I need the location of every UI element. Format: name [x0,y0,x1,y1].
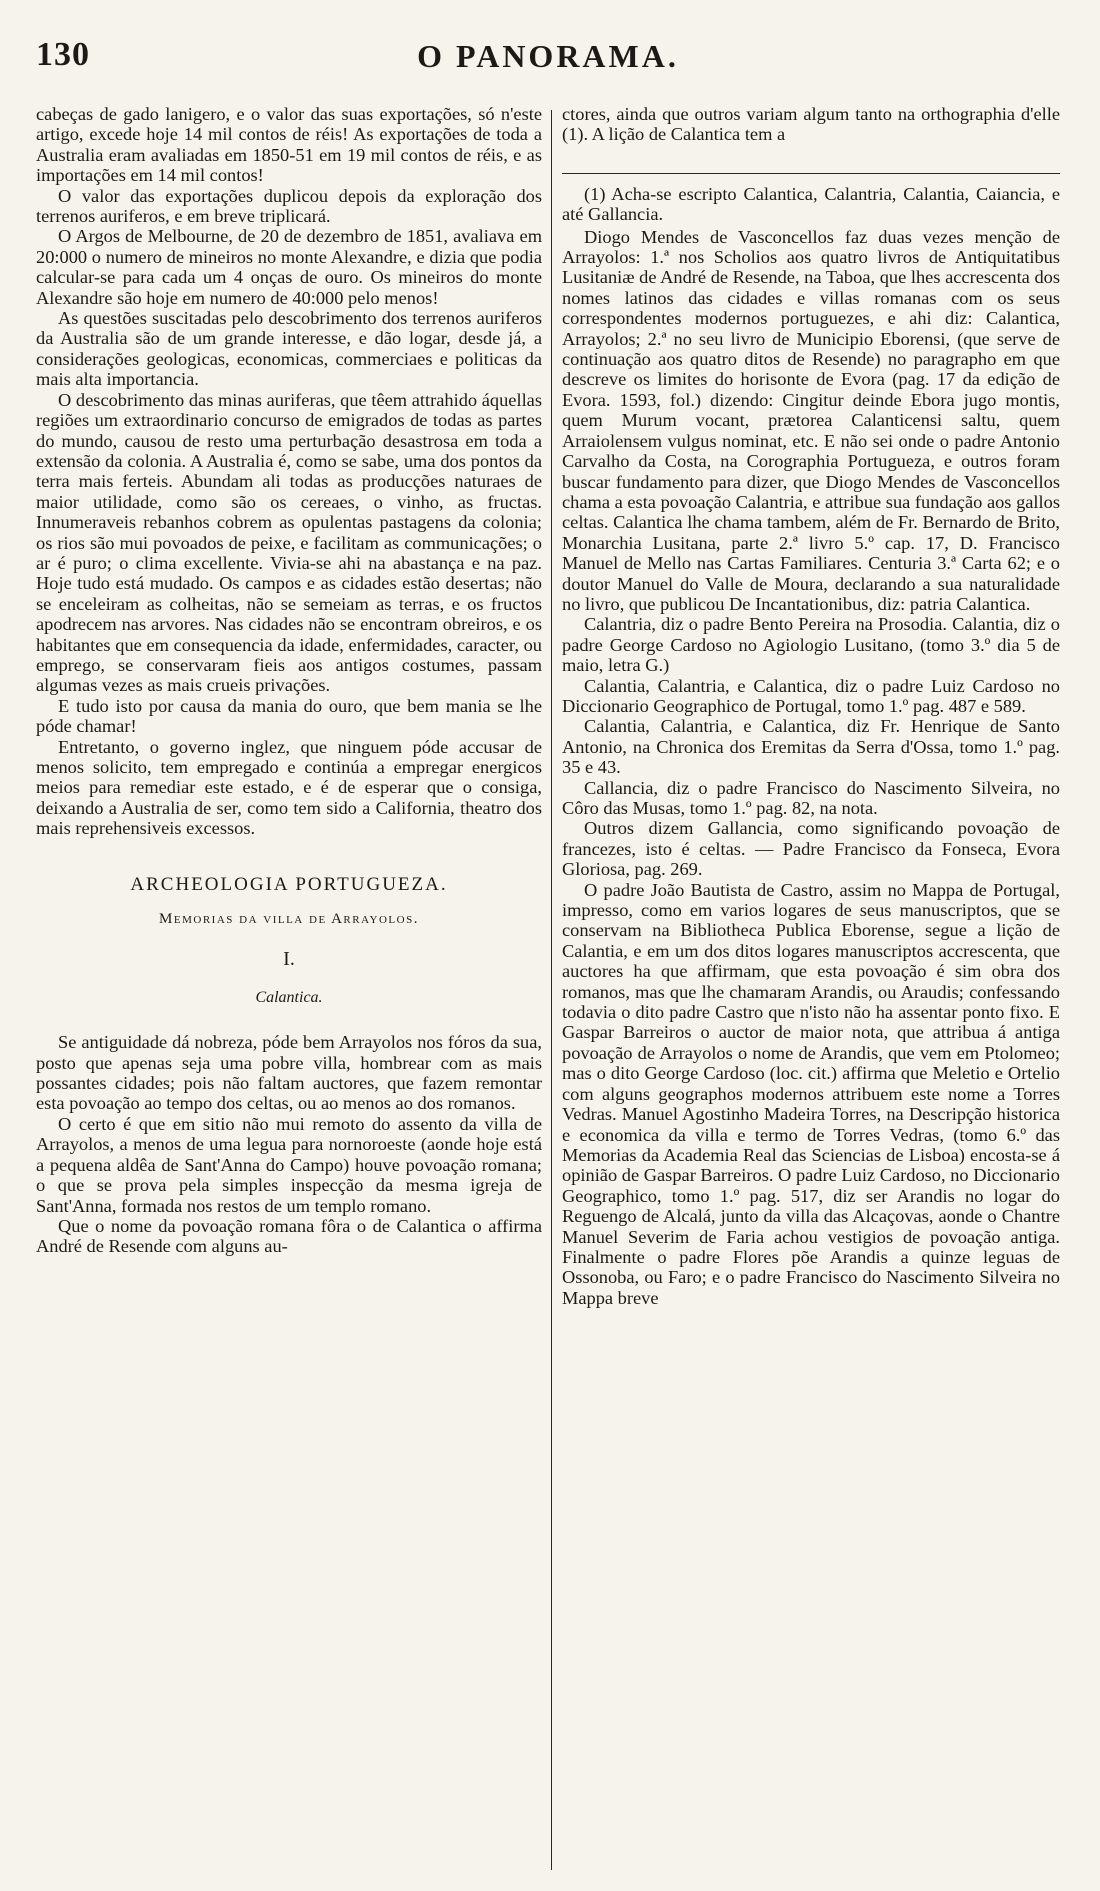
paragraph: O padre João Bautista de Castro, assim no Mappa de Portugal, impresso, como em varios logares de seus manuscriptos, que se conservam na Bibliotheca Publica Eborense, segue a lição de Calantia, e em um dos ditos logares manuscriptos accrescenta, que auctores ha que affirmam, que esta povoação é sim obra dos romanos, mas que lhe chamaram Arandis, ou Araudis; confessando todavia o dito padre Castro que n'isto não ha assentar ponto fixo. E Gaspar Barreiros o auctor de maior nota, que attribua á antiga povoação de Arrayolos o nome de Arandis, que vem em Ptolomeo; mas o dito George Cardoso (loc. cit.) affirma que Meletio e Ortelio com alguns geographos modernos attribuem este nome a Torres Vedras. Manuel Agostinho Madeira Torres, na Descripção historica e economica da villa e termo de Torres Vedras, (tomo 6.º das Memorias da Academia Real das Sciencias de Lisboa) encosta-se á opinião de Gaspar Barreiros. O padre Luiz Cardoso, no Diccionario Geographico, tomo 1.º pag. 517, diz ser Arandis no logar do Reguengo de Alcalá, junto da villa das Alcaçovas, aonde o Chantre Manuel Severim de Faria achou vestigios de povoação antiga. Finalmente o padre Flores põe Arandis a quinze leguas de Ossonoba, ou Faro; e o padre Francisco do Nascimento Silveira no Mappa breve [562,879,1060,1308]
paragraph: Diogo Mendes de Vasconcellos faz duas vezes menção de Arrayolos: 1.ª nos Scholios aos quatro livros de Antiquitatibus Lusitaniæ de André de Resende, na Taboa, que lhes accrescenta dos nomes latinos das cidades e villas romanas com os seus correspondentes modernos portuguezes, e ahi diz: Calantica, Arrayolos; 2.ª no seu livro de Municipio Eborensi, (que serve de continuação aos quatro ditos de Resende) no paragrapho em que descreve os limites do horisonte de Evora (pag. 17 da edição de Evora. 1593, fol.) dizendo: Cingitur deinde Ebora jugo montis, quem Murum vocant, prætorea Calanticensi saltu, quem Arraiolensem vulgus nominat, etc. E não sei onde o padre Antonio Carvalho da Costa, na Corographia Portugueza, e outros foram buscar fundamento para dizer, que Diogo Mendes de Vasconcellos chama a esta povoação Calantria, e attribue sua fundação aos gallos celtas. Calantica lhe chama tambem, além de Fr. Bernardo de Brito, Monarchia Lusitana, parte 2.ª livro 5.º cap. 17, D. Francisco Manuel de Mello nas Cartas Familiares. Centuria 3.ª Carta 62; e o doutor Manuel do Valle de Moura, declarando a sua naturalidade no livro, que publicou De Incantationibus, diz: patria Calantica. [562,226,1060,614]
paragraph: O valor das exportações duplicou depois da exploração dos terrenos auriferos, e em breve triplicará. [36,185,542,227]
paragraph: Calantia, Calantria, e Calantica, diz o padre Luiz Cardoso no Diccionario Geographico de Portugal, tomo 1.º pag. 487 e 589. [562,675,1060,716]
paragraph: Que o nome da povoação romana fôra o de Calantica o affirma André de Resende com alguns au- [36,1215,542,1257]
right-column [562,104,1060,1308]
page-number: 130 [36,36,90,73]
paragraph: Callancia, diz o padre Francisco do Nascimento Silveira, no Côro das Musas, tomo 1.º pag. 82, na nota. [562,777,1060,818]
paragraph: cabeças de gado lanigero, e o valor das suas exportações, só n'este artigo, excede hoje 14 mil contos de réis! As exportações de toda a Australia eram avaliadas em 1850-51 em 19 mil contos de réis, e as importações em 14 mil contos! [36,104,542,186]
footnote-separator [562,173,1060,174]
paragraph: Outros dizem Gallancia, como significando povoação de francezes, isto é celtas. — Padre Francisco da Fonseca, Evora Gloriosa, pag. 269. [562,818,1060,880]
section-subheading: Memorias da villa de Arrayolos. [159,911,419,928]
paragraph: Entretanto, o governo inglez, que ninguem póde accusar de menos solicito, tem empregado e continúa a empregar energicos meios para remediar este estado, e é de esperar que o consiga, deixando a Australia de ser, como tem sido a California, theatro dos mais reprehensiveis excessos. [36,736,542,839]
left-column [36,104,542,1257]
column-divider [551,110,552,1870]
section-title: Calantica. [255,988,323,1006]
footnote: (1) Acha-se escripto Calantica, Calantria, Calantia, Caiancia, e até Gallancia. [562,183,1060,225]
paragraph: Se antiguidade dá nobreza, póde bem Arrayolos nos fóros da sua, posto que apenas seja uma pobre villa, hombrear com as mais possantes cidades; pois não faltam auctores, que fazem remontar esta povoação ao tempo dos celtas, ou ao menos ao dos romanos. [36,1032,542,1114]
paragraph: ctores, ainda que outros variam algum tanto na orthographia d'elle (1). A lição de Calantica tem a [562,104,1060,145]
publication-title: O PANORAMA. [417,38,679,74]
paragraph: As questões suscitadas pelo descobrimento dos terrenos auriferos da Australia são de um grande interesse, e dão logar, desde já, a considerações geologicas, economicas, commerciaes e politicas da mais alta importancia. [36,308,542,390]
paragraph: O certo é que em sitio não mui remoto do assento da villa de Arrayolos, a menos de uma legua para nornoroeste (aonde hoje está a pequena aldêa de Sant'Anna do Campo) houve povoação romana; o que se prova pela simples inspecção da mesma igreja de Sant'Anna, formada nos restos de um templo romano. [36,1113,542,1216]
paragraph: E tudo isto por causa da mania do ouro, que bem mania se lhe póde chamar! [36,695,542,737]
paragraph: Calantia, Calantria, e Calantica, diz Fr. Henrique de Santo Antonio, na Chronica dos Eremitas da Serra d'Ossa, tomo 1.º pag. 35 e 43. [562,716,1060,778]
paragraph: O Argos de Melbourne, de 20 de dezembro de 1851, avaliava em 20:000 o numero de mineiros no monte Alexandre, e dizia que podia calcular-se para cada um 4 onças de ouro. Os mineiros do monte Alexandre são hoje em numero de 40:000 pelo menos! [36,226,542,308]
section-number: I. [283,948,295,971]
section-heading: ARCHEOLOGIA PORTUGUEZA. [130,873,448,895]
paragraph: Calantria, diz o padre Bento Pereira na Prosodia. Calantia, diz o padre George Cardoso no Agiologio Lusitano, (tomo 3.º dia 5 de maio, letra G.) [562,614,1060,676]
paragraph: O descobrimento das minas auriferas, que têem attrahido áquellas regiões um extraordinario concurso de emigrados de todas as partes do mundo, causou de resto uma perturbação desastrosa em toda a extensão da colonia. A Australia é, como se sabe, uma dos pontos da terra mais ferteis. Abundam ali todas as producções naturaes de maior utilidade, como são os cereaes, o vinho, as fructas. Innumeraveis rebanhos cobrem as opulentas pastagens da colonia; os rios são mui povoados de peixe, e facilitam as communicações; o ar é puro; o clima excellente. Vivia-se ahi na abastança e na paz. Hoje tudo está mudado. Os campos e as cidades estão desertas; não se enceleiram as colheitas, não se semeiam as terras, e os fructos apodrecem nas arvores. Nas cidades não se encontram obreiros, e os habitantes que em consequencia da idade, enfermidades, caracter, ou emprego, se conservaram fieis aos antigos costumes, passam algumas vezes as mais crueis privações. [36,389,542,696]
page-header [36,36,1060,84]
